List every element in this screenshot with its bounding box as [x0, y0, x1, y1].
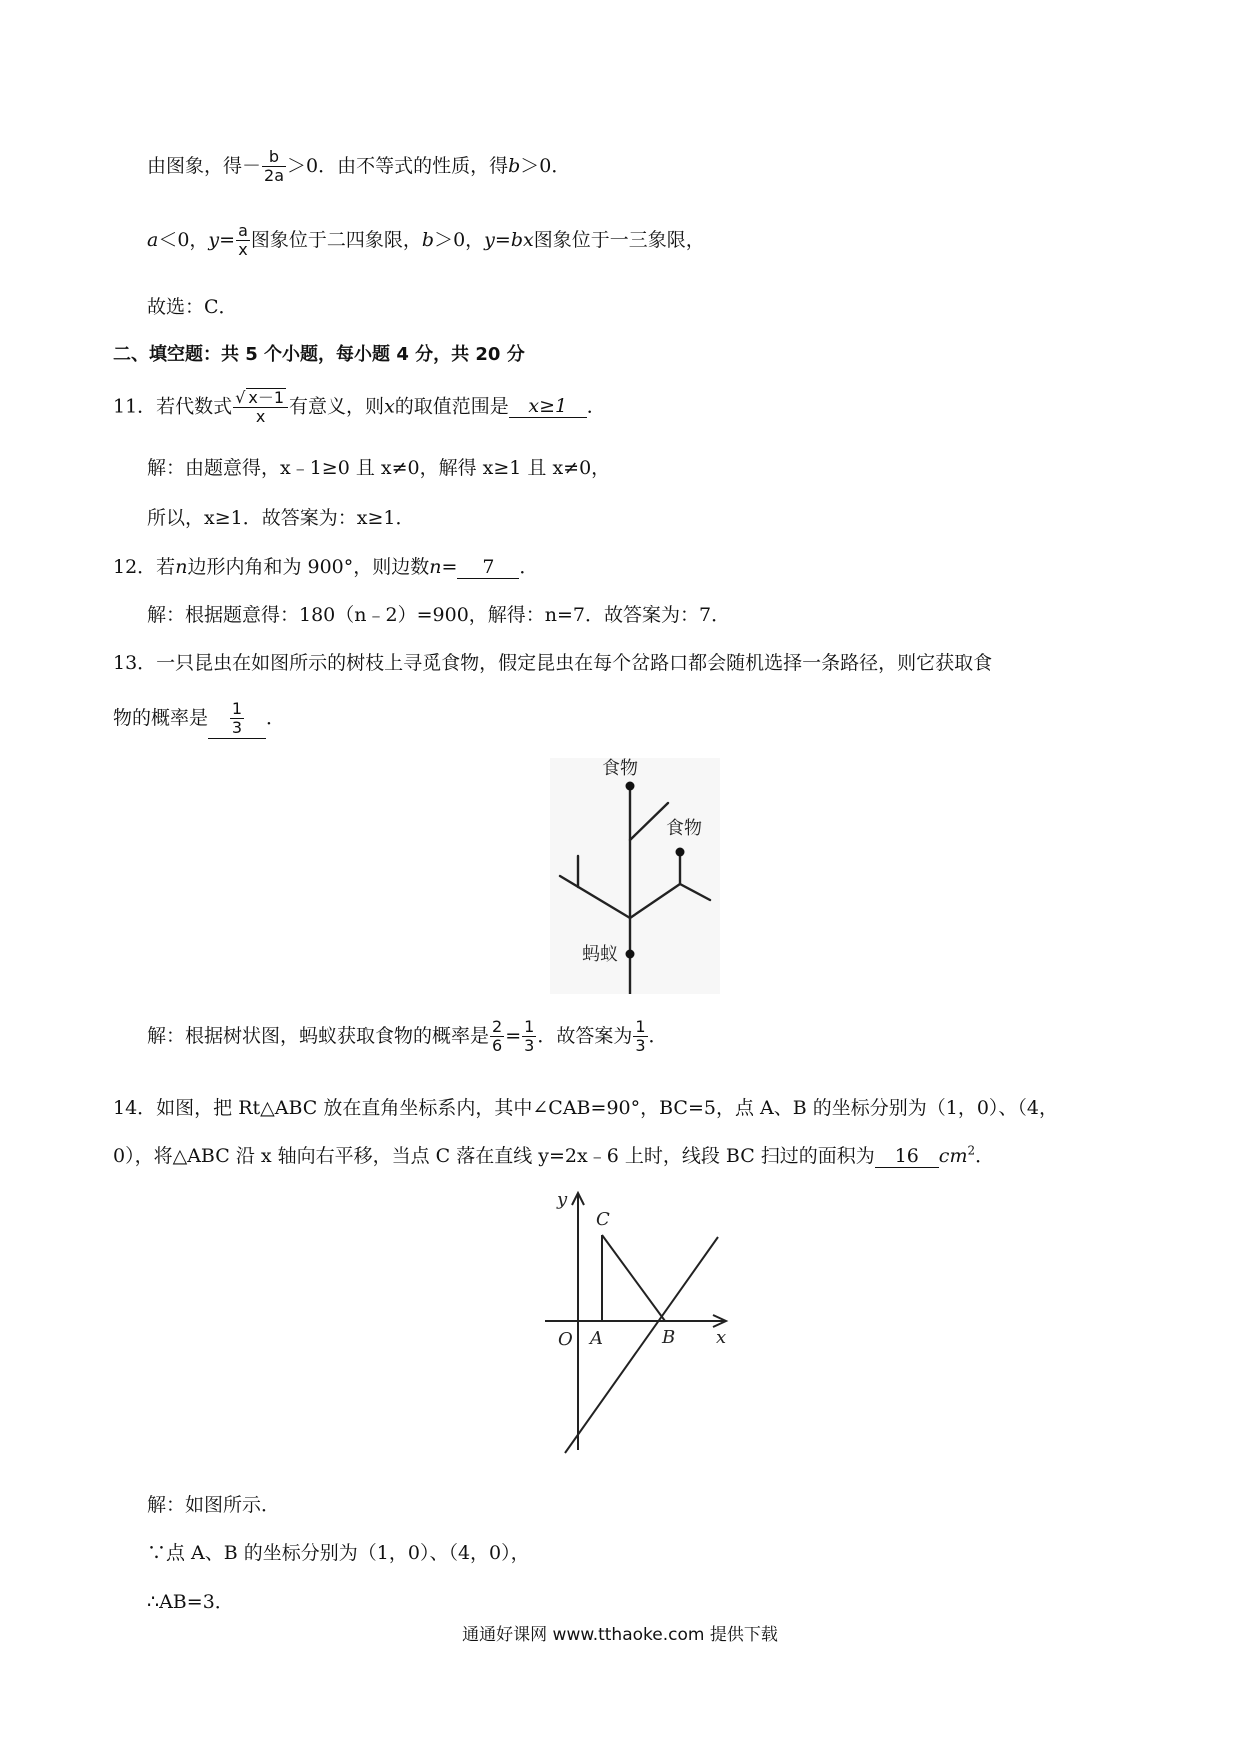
text: 由图象，得－ — [147, 154, 262, 177]
text: 图象位于二四象限， — [250, 228, 422, 251]
answer-blank — [457, 556, 519, 579]
answer-blank — [875, 1145, 939, 1168]
frac-num: 1 — [635, 1017, 646, 1036]
tree-diagram — [550, 758, 720, 994]
x-label: x — [716, 1327, 727, 1348]
answer-blank — [509, 395, 587, 418]
text: 0），将△ABC 沿 x 轴向右平移，当点 C 落在直线 y=2x﹣6 上时，线段 BC 扫过的面积为 — [113, 1145, 875, 1167]
ant-label: 蚂蚁 — [582, 944, 618, 965]
frac-num: 1 — [524, 1017, 535, 1036]
frac-den: 3 — [635, 1036, 646, 1056]
formula: y=bx — [484, 228, 534, 251]
frac-num: √ x－1 — [233, 388, 288, 408]
text: = — [219, 228, 236, 251]
origin-label: O — [558, 1329, 573, 1350]
var: y — [208, 228, 220, 251]
frac-den: 6 — [492, 1036, 503, 1056]
frac-num: b — [262, 148, 286, 167]
var: n — [429, 556, 442, 578]
q14-sol2: ∵点 A、B 的坐标分别为（1，0）、（4，0）， — [147, 1542, 530, 1564]
text: ＞0． — [520, 154, 571, 177]
point-c-label: C — [596, 1209, 610, 1230]
food-dot-right — [676, 848, 685, 857]
var: n — [175, 556, 188, 578]
frac-den: 3 — [524, 1036, 535, 1056]
sol10-line3: 故选：C． — [147, 296, 238, 318]
section-title: 二、填空题：共 5 个小题，每小题 4 分，共 20 分 — [113, 344, 525, 365]
fraction — [633, 1018, 647, 1056]
fraction — [522, 1018, 536, 1056]
point-b-label: B — [662, 1327, 676, 1348]
food-label-top: 食物 — [602, 758, 638, 779]
frac-den: 3 — [231, 718, 243, 738]
text: ＜0， — [158, 228, 209, 251]
sqrt-content: x－1 — [248, 388, 285, 407]
food-label-right: 食物 — [666, 818, 702, 839]
text: 11．若代数式 — [113, 395, 233, 418]
fraction — [236, 222, 250, 260]
fraction — [230, 700, 244, 738]
text: 边形内角和为 900°，则边数 — [187, 556, 430, 578]
point-a-label: A — [590, 1328, 603, 1349]
text: ＞0．由不等式的性质，得 — [287, 154, 509, 177]
segment-cb — [602, 1235, 665, 1321]
answer: 16 — [894, 1145, 919, 1167]
footer-text: 通通好课网 www.tthaoke.com 提供下载 — [462, 1625, 778, 1645]
text: ． — [266, 706, 286, 729]
text: ． — [586, 395, 606, 418]
q14-line2 — [113, 1141, 994, 1168]
text: 的取值范围是 — [394, 395, 509, 418]
q13-line1: 13．一只昆虫在如图所示的树枝上寻觅食物，假定昆虫在每个岔路口都会随机选择一条路径，则它获取食 — [113, 652, 993, 674]
frac-den: x — [238, 240, 248, 260]
var: b — [421, 228, 435, 251]
frac-num: a — [238, 221, 248, 240]
frac-den: x — [255, 407, 266, 427]
unit: cm — [938, 1145, 968, 1167]
q12-sol: 解：根据题意得：180（n﹣2）=900，解得：n=7．故答案为：7． — [147, 604, 731, 626]
coordinate-diagram — [540, 1185, 730, 1455]
unit-exponent: 2 — [967, 1143, 976, 1158]
sol10-line1 — [147, 148, 570, 186]
text: ． — [519, 556, 539, 578]
sol10-line2 — [147, 222, 705, 260]
line-y-2x-6 — [565, 1237, 718, 1453]
var: b — [508, 154, 521, 177]
text: 解：根据树状图，蚂蚁获取食物的概率是 — [147, 1024, 490, 1047]
text: = — [441, 556, 458, 578]
text: 有意义，则 — [289, 395, 385, 418]
text: ＞0， — [434, 228, 485, 251]
frac-num: 1 — [231, 699, 243, 718]
text: 图象位于一三象限， — [533, 228, 705, 251]
q11-line — [113, 388, 606, 427]
answer: x≥1 — [528, 395, 568, 418]
q12-line — [113, 552, 538, 579]
q11-sol2: 所以，x≥1．故答案为：x≥1． — [147, 507, 415, 529]
q13-sol — [147, 1018, 668, 1056]
fraction — [262, 148, 286, 186]
text: ．故答案为 — [537, 1024, 633, 1047]
food-dot-top — [626, 782, 635, 791]
q14-line1: 14．如图，把 Rt△ABC 放在直角坐标系内，其中∠CAB=90°，BC=5，点 A、B 的坐标分别为（1，0）、（4， — [113, 1097, 1059, 1119]
text: 物的概率是 — [113, 706, 209, 729]
y-label: y — [557, 1189, 568, 1210]
text: ． — [648, 1024, 668, 1047]
q14-sol1: 解：如图所示． — [147, 1494, 281, 1516]
q14-sol3: ∴AB=3． — [147, 1591, 234, 1613]
q11-sol1: 解：由题意得，x﹣1≥0 且 x≠0，解得 x≥1 且 x≠0， — [147, 457, 611, 479]
fraction — [233, 388, 288, 427]
answer-blank — [208, 700, 266, 739]
text: 12．若 — [113, 556, 176, 578]
q13-line2 — [113, 700, 285, 739]
figure-background — [550, 758, 720, 994]
fraction — [490, 1018, 504, 1056]
frac-num: 2 — [492, 1017, 503, 1036]
frac-den: 2a — [264, 166, 284, 186]
var: x — [384, 395, 395, 418]
var: a — [147, 228, 159, 251]
ant-dot — [626, 950, 635, 959]
text: ． — [975, 1145, 995, 1167]
answer: 7 — [482, 556, 495, 578]
text: = — [505, 1024, 522, 1047]
